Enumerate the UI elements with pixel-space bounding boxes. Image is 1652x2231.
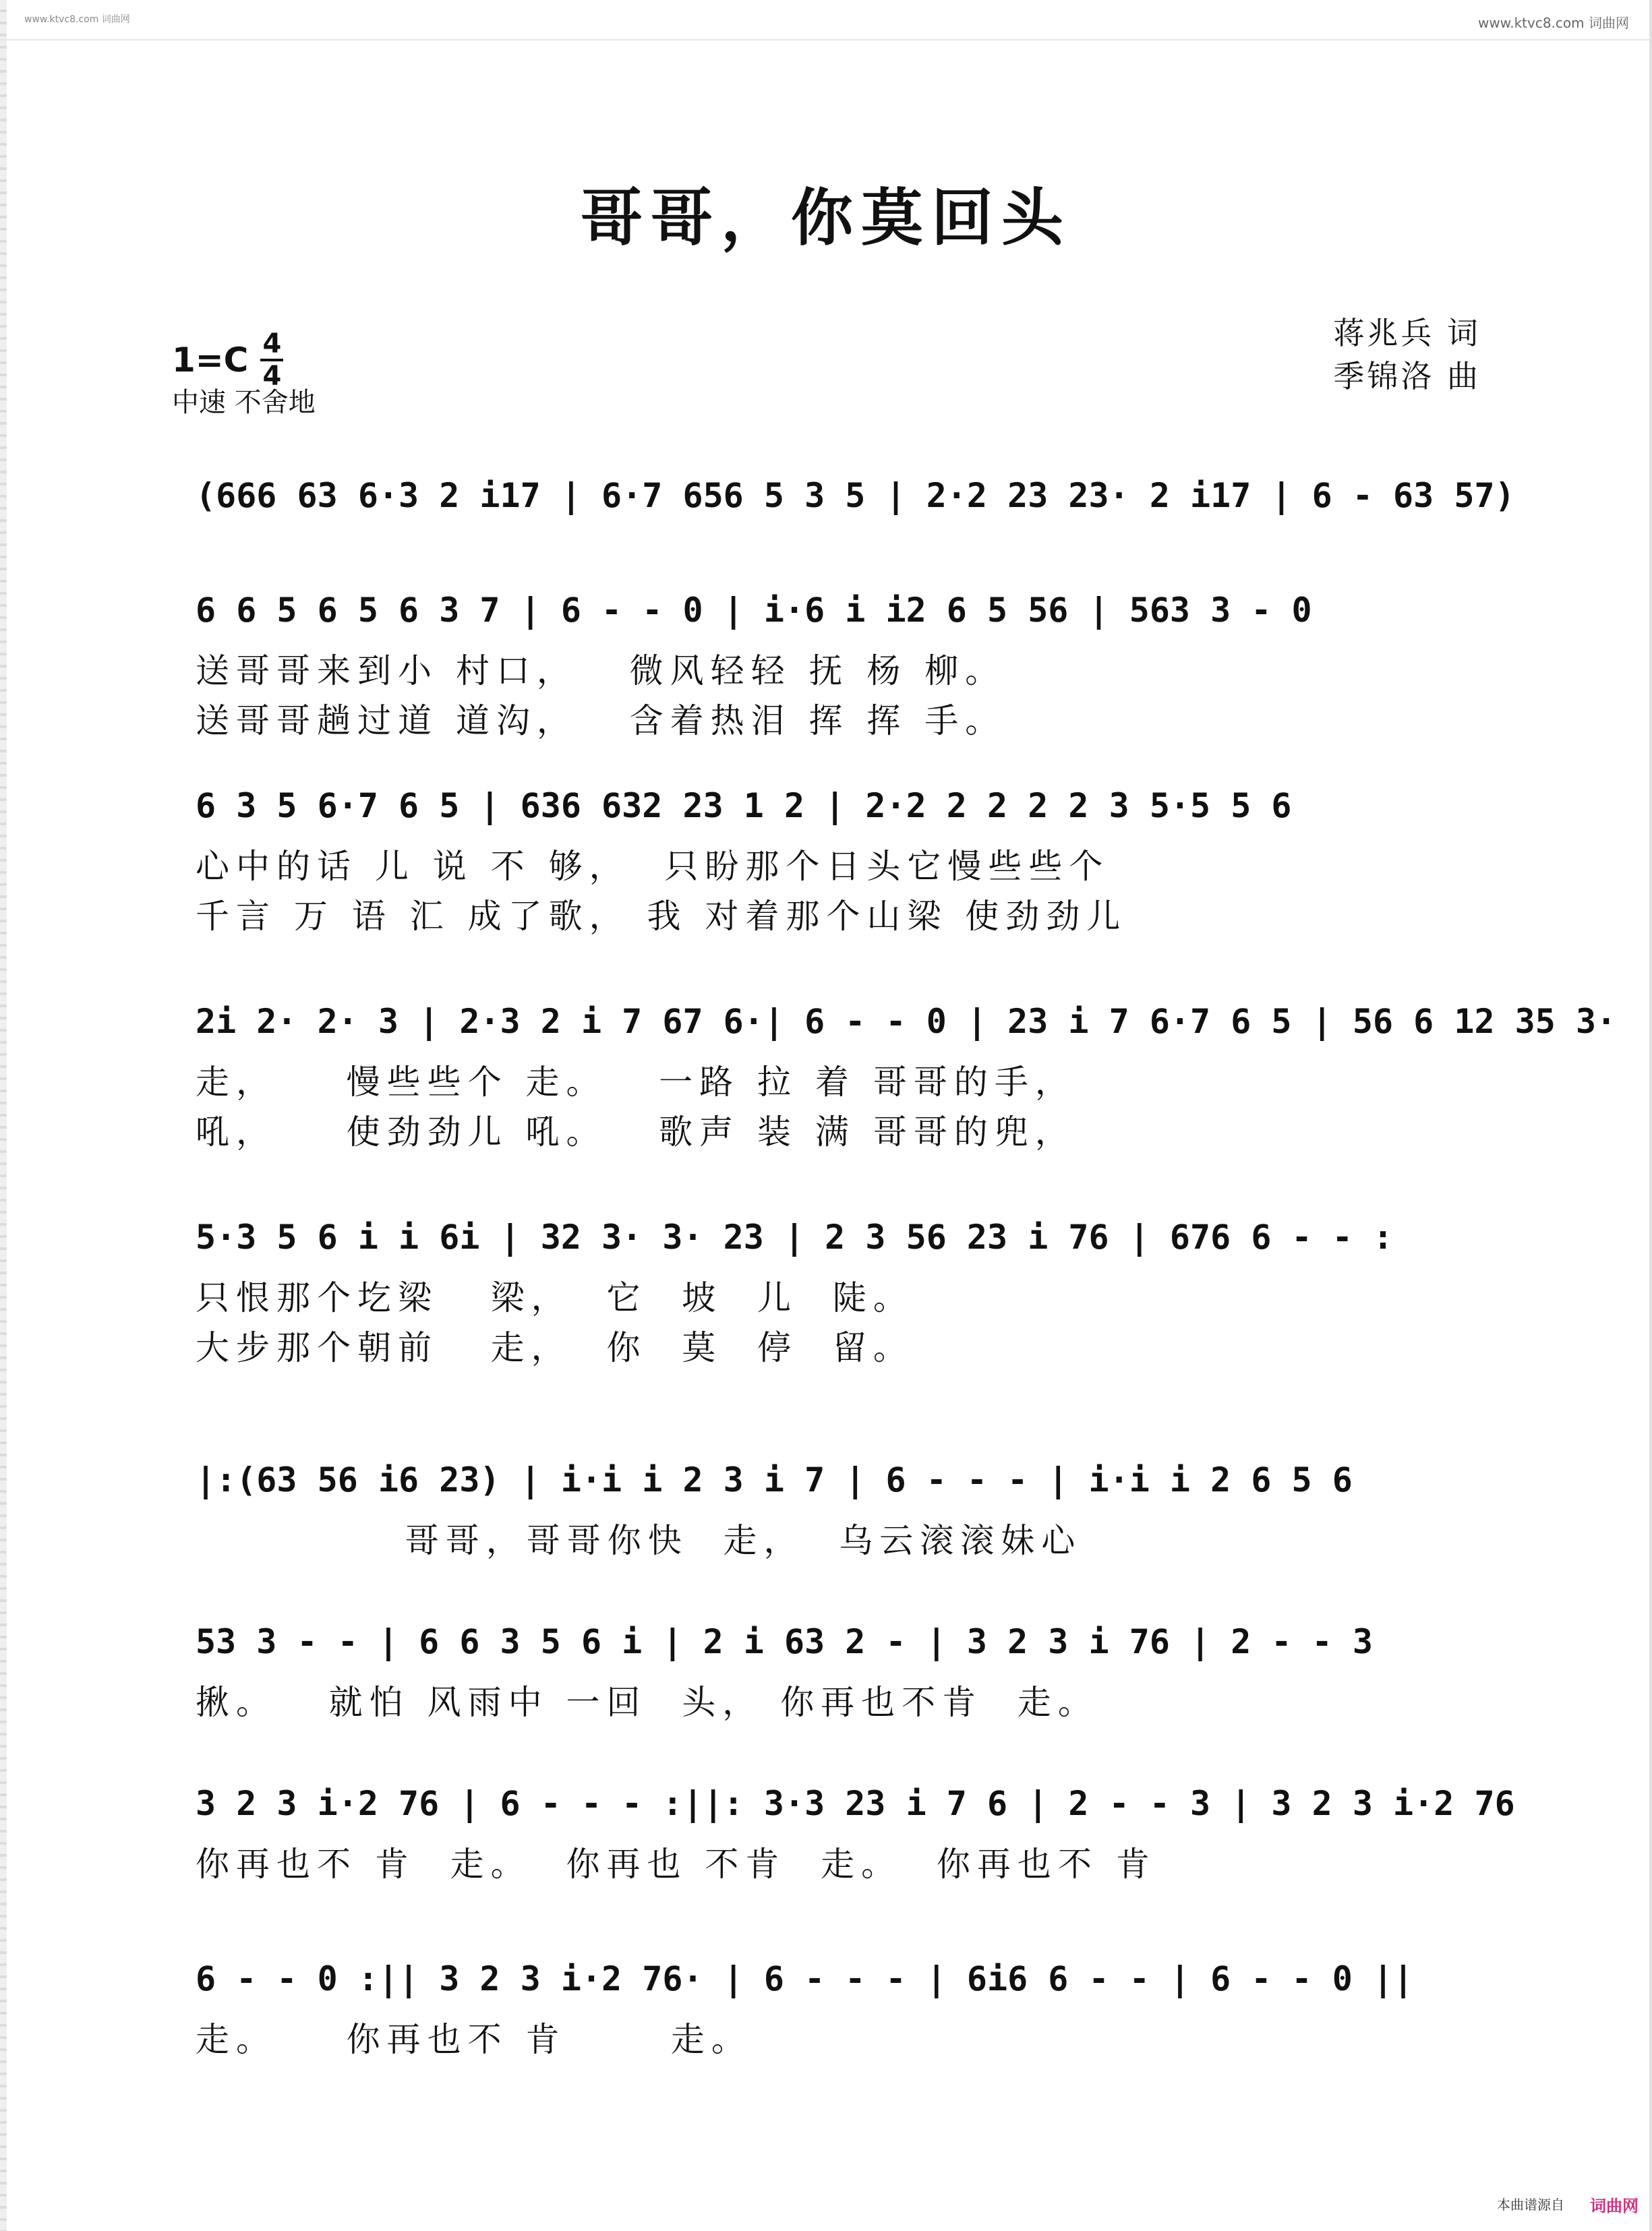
meter-top: 4 [262,328,282,359]
notation-line: 6 6 5 6 5 6 3 7 | 6 - - 0 | i·6 i i2 6 5 56 | 563 3 - 0 [196,591,1312,630]
lyric-line: 大步那个朝前 走， 你 莫 停 留。 [196,1328,914,1367]
lyric-line: 吼， 使劲劲儿 吼。 歌声 装 满 哥哥的兜， [196,1112,1075,1152]
site-watermark: www.ktvc8.com 词曲网 [1477,15,1629,31]
top-bar [0,0,1652,40]
notation-line: 3 2 3 i·2 76 | 6 - - - :||: 3·3 23 i 7 6 | 2 - - 3 | 3 2 3 i·2 76 [196,1784,1515,1823]
score-system [196,472,1515,519]
score-system [196,1618,1483,1726]
notation-line: 6 - - 0 :|| 3 2 3 i·2 76· | 6 - - - | 6i6 6 - - | 6 - - 0 || [196,1959,1414,1998]
notation-line: (666 63 6·3 2 i17 | 6·7 656 5 3 5 | 2·2 23 23· 2 i17 | 6 - 63 57) [196,476,1515,515]
song-title: 哥哥，你莫回头 [580,182,1071,254]
score-system [196,1955,1483,2063]
lyric-line: 哥哥，哥哥你快 走， 乌云滚滚妹心 [196,1521,1082,1560]
notation-line: 6 3 5 6·7 6 5 | 636 632 23 1 2 | 2·2 2 2 2 2 3 5·5 5 6 [196,786,1292,825]
tempo-marking: 中速 不舍地 [172,387,316,418]
lyric-line: 千言 万 语 汇 成了歌， 我 对着那个山梁 使劲劲儿 [196,897,1127,936]
notation-line: 2i 2· 2· 3 | 2·3 2 i 7 67 6·| 6 - - 0 | 23 i 7 6·7 6 5 | 56 6 12 35 3· [196,1002,1617,1041]
left-border-strip [0,0,7,2231]
score-system [196,782,1483,940]
lyricist-credit: 蒋兆兵 词 [1333,315,1481,351]
lyric-line: 你再也不 肯 走。 你再也 不肯 走。 你再也不 肯 [196,1845,1156,1884]
footer-site-logo: 词曲网 [1590,2197,1639,2215]
right-border-strip [1649,0,1652,2231]
composer-credit: 季锦洛 曲 [1333,358,1481,394]
meter-bottom: 4 [262,361,282,392]
notation-line: 53 3 - - | 6 6 3 5 6 i | 2 i 63 2 - | 3 2 3 i 76 | 2 - - 3 [196,1622,1373,1661]
score-system [196,587,1483,744]
score-system [196,1780,1515,1888]
key-label: 1=C [172,340,249,380]
notation-line: 5·3 5 6 i i 6i | 32 3· 3· 23 | 2 3 56 23 i 76 | 676 6 - - : [196,1218,1394,1257]
notation-line: |:(63 56 i6 23) | i·i i 2 3 i 7 | 6 - - - | i·i i 2 6 5 6 [196,1460,1353,1499]
lyric-line: 走。 你再也不 肯 走。 [196,2020,752,2059]
lyric-line: 送哥哥来到小 村口， 微风轻轻 抚 杨 柳。 [196,651,1006,690]
score-system [196,1214,1483,1371]
footer-source: 本曲谱源自 [1497,2197,1564,2213]
lyric-line: 走， 慢些些个 走。 一路 拉 着 哥哥的手， [196,1063,1075,1102]
site-watermark-left: www.ktvc8.com 词曲网 [24,14,130,25]
score-system [196,998,1617,1156]
lyric-line: 心中的话 儿 说 不 够， 只盼那个日头它慢些些个 [196,847,1110,886]
lyric-line: 揪。 就怕 风雨中 一回 头， 你再也不肯 走。 [196,1683,1098,1722]
lyric-line: 只恨那个圪梁 梁， 它 坡 儿 陡。 [196,1278,914,1317]
score-system [196,1456,1483,1564]
lyric-line: 送哥哥趟过道 道沟， 含着热泪 挥 挥 手。 [196,701,1006,740]
